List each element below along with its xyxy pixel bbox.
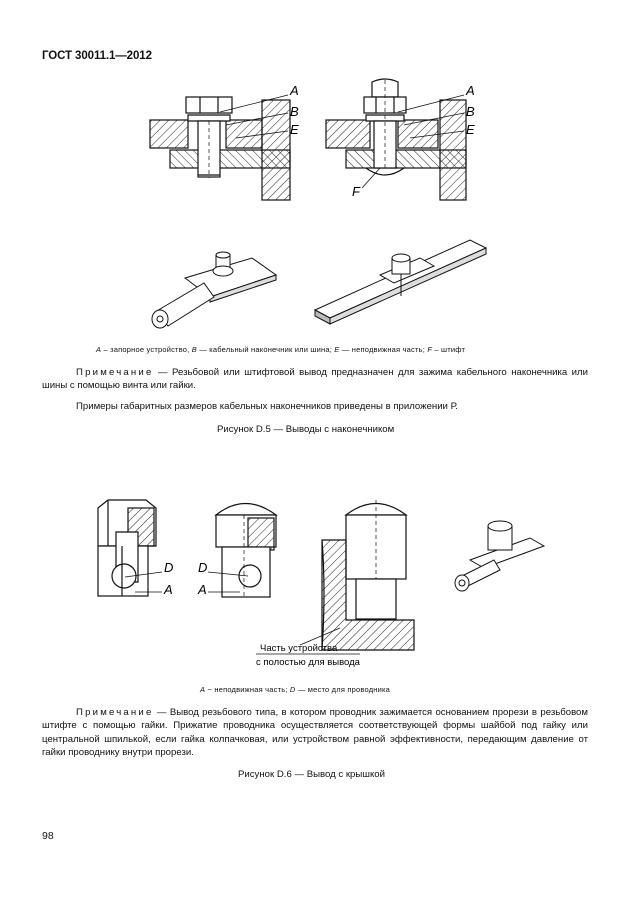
standard-header: ГОСТ 30011.1—2012 (42, 50, 152, 62)
legend-b-text: — кабельный наконечник или шина; (196, 345, 335, 354)
label-a-mid: A (198, 582, 207, 597)
label-d-left: D (164, 560, 174, 575)
figure-d6-drawings (0, 480, 630, 680)
label-f: F (352, 184, 360, 199)
cap-terminal-3d-view (455, 521, 544, 591)
lug-3d-view (152, 252, 276, 328)
legend-e-symbol: E (334, 345, 340, 354)
legend-d-text: — место для проводника (295, 685, 391, 694)
cap-nut-section-2 (216, 504, 276, 599)
figure-d5-note (42, 366, 588, 393)
cap-nut-section-1 (98, 500, 156, 596)
note-text-d6: — Вывод резьбового типа, в котором проводник зажимается основанием прорези в резьбовом штифте с помощью гайки. Прижатие проводника осуществляется соответствующей формы шайбой под гайку или центральной шпилькой, если гайка колпачковая, или устройством равной эффективности, передающим давление от гайки проводнику внутри прорези. (42, 707, 588, 758)
legend-e-text: — неподвижная часть; (339, 345, 428, 354)
legend-b-symbol: B (191, 345, 197, 354)
stud-terminal-section (326, 79, 466, 200)
label-a-left: A (290, 83, 299, 98)
screw-terminal-section (150, 95, 290, 200)
figure-d5-examples: Примеры габаритных размеров кабельных наконечников приведены в приложении Р. (76, 401, 458, 412)
legend-a-symbol: A (96, 345, 102, 354)
label-d-mid: D (198, 560, 208, 575)
figure-d6-legend (200, 685, 390, 694)
part-label-line-2: с полостью для вывода (256, 657, 360, 668)
figure-d6-caption: Рисунок D.6 — Вывод с крышкой (238, 769, 385, 780)
label-e-right: E (466, 122, 475, 137)
note-text-d5: — Резьбовой или штифтовой вывод предназначен для зажима кабельного наконечника или шины с помощью винта или гайки. (42, 367, 588, 392)
figure-d5-caption: Рисунок D.5 — Выводы с наконечником (217, 424, 395, 435)
legend-f-symbol: F (427, 345, 433, 354)
device-part-section (322, 500, 414, 650)
figure-d6-note (42, 706, 588, 759)
page-number: 98 (42, 830, 54, 842)
note-label-d5: Примечание (76, 367, 154, 378)
label-a-left: A (164, 582, 173, 597)
part-label-line-1: Часть устройства (260, 643, 338, 654)
figure-d5-legend (96, 345, 465, 354)
label-a-right: A (466, 83, 475, 98)
label-b-left: B (290, 104, 299, 119)
figure-d5-drawings (0, 0, 630, 340)
legend-a-text: – запорное устройство, (101, 345, 192, 354)
legend-a6-text: ~ неподвижная часть; (205, 685, 290, 694)
legend-f-text: – штифт (432, 345, 466, 354)
bar-3d-view (315, 240, 486, 324)
label-e-left: E (290, 122, 299, 137)
legend-a6-symbol: A (200, 685, 206, 694)
label-b-right: B (466, 104, 475, 119)
legend-d-symbol: D (289, 685, 296, 694)
note-label-d6: Примечание (76, 707, 154, 718)
